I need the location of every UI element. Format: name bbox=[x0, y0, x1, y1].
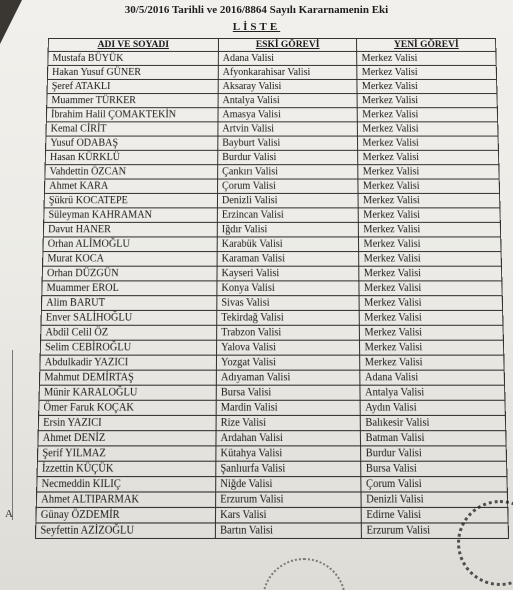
cell-old-duty: Mardin Valisi bbox=[216, 400, 361, 415]
table-row bbox=[41, 310, 503, 325]
cell-new-duty: Merkez Valisi bbox=[359, 266, 502, 281]
list-title: LİSTE bbox=[232, 21, 281, 33]
cell-new-duty: Batman Valisi bbox=[361, 431, 506, 446]
cell-new-duty: Merkez Valisi bbox=[359, 252, 501, 267]
table-row bbox=[46, 122, 498, 136]
cell-name: Orhan ALİMOĞLU bbox=[43, 237, 217, 252]
table-row bbox=[40, 355, 504, 370]
cell-old-duty: Afyonkarahisar Valisi bbox=[218, 65, 357, 79]
cell-name: Mustafa BÜYÜK bbox=[48, 51, 218, 65]
table-row bbox=[42, 281, 502, 296]
table-row bbox=[47, 65, 496, 79]
table-row bbox=[46, 136, 499, 150]
cell-name: Necmeddin KILIÇ bbox=[37, 477, 216, 492]
table-row bbox=[42, 266, 502, 281]
table-row bbox=[43, 222, 500, 237]
cell-old-duty: Kars Valisi bbox=[215, 507, 361, 523]
cell-name: Şükrü KOCATEPE bbox=[44, 193, 217, 207]
table-row bbox=[44, 193, 500, 207]
cell-new-duty: Merkez Valisi bbox=[359, 296, 502, 311]
cell-name: Ersin YAZICI bbox=[38, 415, 216, 430]
cell-name: Abdulkadir YAZICI bbox=[40, 355, 217, 370]
cell-new-duty: Edirne Valisi bbox=[362, 507, 509, 523]
cell-name: İbrahim Halil ÇOMAKTEKİN bbox=[46, 108, 218, 122]
table-row bbox=[43, 237, 501, 252]
cell-new-duty: Merkez Valisi bbox=[358, 136, 499, 150]
table-row bbox=[48, 51, 496, 65]
table-row bbox=[38, 415, 505, 430]
cell-old-duty: Karabük Valisi bbox=[217, 237, 359, 252]
cell-old-duty: Adıyaman Valisi bbox=[216, 370, 360, 385]
cell-name: Davut HANER bbox=[43, 222, 217, 237]
cell-name: Şerif YILMAZ bbox=[37, 446, 215, 461]
column-header-new-duty: YENİ GÖREVİ bbox=[357, 38, 496, 51]
table-row bbox=[47, 79, 497, 93]
cell-old-duty: Sivas Valisi bbox=[217, 296, 360, 311]
cell-name: Ahmet DENİZ bbox=[38, 431, 216, 446]
cell-old-duty: Yalova Valisi bbox=[216, 340, 360, 355]
cell-old-duty: Rize Valisi bbox=[216, 415, 361, 430]
table-row bbox=[46, 108, 497, 122]
cell-old-duty: Denizli Valisi bbox=[217, 193, 358, 207]
cell-new-duty: Merkez Valisi bbox=[359, 222, 501, 237]
cell-name: Murat KOCA bbox=[43, 252, 217, 267]
cell-new-duty: Bursa Valisi bbox=[361, 461, 507, 476]
cell-new-duty: Burdur Valisi bbox=[361, 446, 507, 461]
cell-old-duty: Kütahya Valisi bbox=[216, 446, 361, 461]
table-row bbox=[39, 400, 506, 415]
table-row bbox=[37, 461, 507, 476]
cell-new-duty: Merkez Valisi bbox=[360, 325, 504, 340]
document-header: 30/5/2016 Tarihli ve 2016/8864 Sayılı Kararnamenin Eki bbox=[124, 4, 389, 16]
cell-new-duty: Merkez Valisi bbox=[360, 310, 503, 325]
cell-new-duty: Merkez Valisi bbox=[359, 281, 502, 296]
table-row bbox=[35, 523, 508, 539]
table-row bbox=[40, 340, 504, 355]
cell-old-duty: Trabzon Valisi bbox=[216, 325, 359, 340]
cell-new-duty: Merkez Valisi bbox=[357, 51, 496, 65]
cell-name: Muammer EROL bbox=[42, 281, 217, 296]
cell-old-duty: Konya Valisi bbox=[217, 281, 360, 296]
cell-name: Seyfettin AZİZOĞLU bbox=[35, 523, 215, 539]
cell-name: Vahdettin ÖZCAN bbox=[45, 165, 218, 179]
cell-old-duty: Erzincan Valisi bbox=[217, 208, 359, 223]
cell-new-duty: Adana Valisi bbox=[360, 370, 504, 385]
cell-new-duty: Merkez Valisi bbox=[358, 179, 499, 193]
cell-name: Süleyman KAHRAMAN bbox=[44, 208, 218, 223]
table-row bbox=[47, 94, 498, 108]
cell-old-duty: Adana Valisi bbox=[218, 51, 357, 65]
cell-old-duty: Ardahan Valisi bbox=[216, 431, 361, 446]
cell-old-duty: Çankırı Valisi bbox=[217, 165, 358, 179]
margin-mark: A bbox=[5, 508, 13, 520]
column-header-name: ADI VE SOYADI bbox=[48, 38, 218, 51]
cell-new-duty: Erzurum Valisi bbox=[362, 523, 509, 539]
cell-old-duty: Artvin Valisi bbox=[218, 122, 358, 136]
table-row bbox=[44, 179, 499, 193]
cell-old-duty: Karaman Valisi bbox=[217, 252, 359, 267]
cell-new-duty: Merkez Valisi bbox=[357, 65, 496, 79]
cell-new-duty: Aydın Valisi bbox=[361, 400, 506, 415]
cell-name: Selim CEBİROĞLU bbox=[40, 340, 216, 355]
cell-name: Kemal CİRİT bbox=[46, 122, 218, 136]
cell-name: Yusuf ODABAŞ bbox=[46, 136, 218, 150]
cell-old-duty: Bartın Valisi bbox=[215, 523, 362, 539]
table-row bbox=[43, 252, 502, 267]
cell-name: Günay ÖZDEMİR bbox=[36, 507, 216, 523]
table-row bbox=[36, 507, 508, 523]
cell-new-duty: Merkez Valisi bbox=[360, 340, 504, 355]
cell-new-duty: Merkez Valisi bbox=[357, 79, 497, 93]
cell-old-duty: Iğdır Valisi bbox=[217, 222, 359, 237]
official-stamp-secondary bbox=[262, 558, 346, 590]
cell-old-duty: Amasya Valisi bbox=[218, 108, 358, 122]
cell-name: Hasan KÜRKLÜ bbox=[45, 150, 217, 164]
table-row bbox=[44, 208, 501, 223]
cell-name: Ömer Faruk KOÇAK bbox=[39, 400, 216, 415]
cell-old-duty: Yozgat Valisi bbox=[216, 355, 360, 370]
cell-new-duty: Merkez Valisi bbox=[359, 237, 501, 252]
cell-new-duty: Balıkesir Valisi bbox=[361, 415, 506, 430]
cell-new-duty: Çorum Valisi bbox=[361, 477, 507, 492]
table-row bbox=[37, 446, 506, 461]
table-row bbox=[45, 165, 499, 179]
cell-new-duty: Merkez Valisi bbox=[358, 165, 499, 179]
cell-name: Hakan Yusuf GÜNER bbox=[47, 65, 218, 79]
table-row bbox=[36, 492, 508, 507]
cell-name: Şeref ATAKLI bbox=[47, 79, 218, 93]
table-row bbox=[39, 385, 505, 400]
cell-name: Orhan DÜZGÜN bbox=[42, 266, 217, 281]
cell-old-duty: Bursa Valisi bbox=[216, 385, 360, 400]
cell-name: Ahmet KARA bbox=[44, 179, 217, 193]
cell-name: Mahmut DEMİRTAŞ bbox=[39, 370, 216, 385]
appointment-table bbox=[35, 38, 509, 539]
cell-name: Enver SALİHOĞLU bbox=[41, 310, 217, 325]
cell-old-duty: Tekirdağ Valisi bbox=[217, 310, 360, 325]
cell-name: Alim BARUT bbox=[41, 296, 216, 311]
table-row bbox=[37, 477, 508, 492]
cell-new-duty: Antalya Valisi bbox=[360, 385, 505, 400]
margin-line bbox=[12, 350, 13, 520]
table-row bbox=[38, 431, 506, 446]
cell-new-duty: Merkez Valisi bbox=[359, 208, 501, 223]
cell-old-duty: Bayburt Valisi bbox=[218, 136, 358, 150]
table-row bbox=[41, 296, 502, 311]
cell-old-duty: Çorum Valisi bbox=[217, 179, 358, 193]
cell-new-duty: Merkez Valisi bbox=[358, 108, 498, 122]
table-body bbox=[35, 51, 508, 538]
cell-name: İzzettin KÜÇÜK bbox=[37, 461, 216, 476]
cell-old-duty: Antalya Valisi bbox=[218, 94, 358, 108]
cell-name: Muammer TÜRKER bbox=[47, 94, 218, 108]
cell-old-duty: Erzurum Valisi bbox=[215, 492, 361, 507]
cell-new-duty: Merkez Valisi bbox=[358, 193, 499, 207]
cell-old-duty: Burdur Valisi bbox=[218, 150, 359, 164]
cell-new-duty: Denizli Valisi bbox=[361, 492, 507, 507]
cell-old-duty: Şanlıurfa Valisi bbox=[216, 461, 362, 476]
cell-new-duty: Merkez Valisi bbox=[360, 355, 504, 370]
table-header-row bbox=[48, 38, 496, 51]
table-row bbox=[45, 150, 499, 164]
cell-new-duty: Merkez Valisi bbox=[358, 122, 498, 136]
cell-old-duty: Aksaray Valisi bbox=[218, 79, 357, 93]
column-header-old-duty: ESKİ GÖREVİ bbox=[218, 38, 357, 51]
cell-new-duty: Merkez Valisi bbox=[358, 150, 499, 164]
cell-name: Abdil Celil ÖZ bbox=[41, 325, 217, 340]
cell-name: Ahmet ALTIPARMAK bbox=[36, 492, 215, 507]
cell-name: Münir KARALOĞLU bbox=[39, 385, 216, 400]
cell-new-duty: Merkez Valisi bbox=[357, 94, 497, 108]
cell-old-duty: Kayseri Valisi bbox=[217, 266, 359, 281]
table-row bbox=[39, 370, 504, 385]
cell-old-duty: Niğde Valisi bbox=[216, 477, 362, 492]
table-row bbox=[41, 325, 504, 340]
